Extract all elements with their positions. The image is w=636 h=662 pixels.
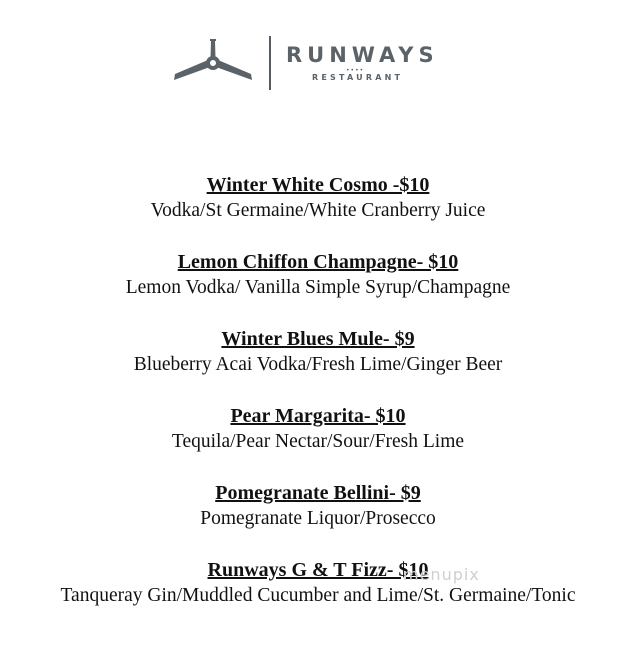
- menu-item: [0, 249, 636, 326]
- menu-item-description: Tanqueray Gin/Muddled Cucumber and Lime/St. Germaine/Tonic: [60, 585, 576, 606]
- watermark: menupix: [403, 565, 480, 584]
- menu-item-name: Winter White Cosmo -$10: [206, 174, 430, 196]
- cocktail-menu: [0, 172, 636, 634]
- menu-item: [0, 403, 636, 480]
- menu-item-name: Lemon Chiffon Champagne- $10: [177, 251, 459, 273]
- menu-item-description: Vodka/St Germaine/White Cranberry Juice: [150, 200, 486, 221]
- brand-subtitle: RESTAURANT: [312, 73, 404, 82]
- menu-item: [0, 480, 636, 557]
- menu-item-name: Runways G & T Fizz- $10: [207, 559, 429, 581]
- logo: [172, 36, 442, 94]
- menu-item-description: Pomegranate Liquor/Prosecco: [200, 508, 436, 529]
- menu-item-description: Lemon Vodka/ Vanilla Simple Syrup/Champagne: [125, 277, 511, 298]
- propeller-icon: [172, 36, 262, 88]
- menu-item-description: Tequila/Pear Nectar/Sour/Fresh Lime: [171, 431, 465, 452]
- menu-item-name: Pear Margarita- $10: [230, 405, 406, 427]
- brand-name: RUNWAYS: [286, 43, 439, 67]
- menu-item: [0, 326, 636, 403]
- menu-item-description: Blueberry Acai Vodka/Fresh Lime/Ginger Beer: [133, 354, 503, 375]
- menu-item-name: Pomegranate Bellini- $9: [215, 482, 421, 504]
- logo-divider: [269, 36, 271, 90]
- menu-item-name: Winter Blues Mule- $9: [221, 328, 415, 350]
- menu-item: [0, 172, 636, 249]
- menu-item: [0, 557, 636, 634]
- brand-dots: ••••: [346, 67, 365, 74]
